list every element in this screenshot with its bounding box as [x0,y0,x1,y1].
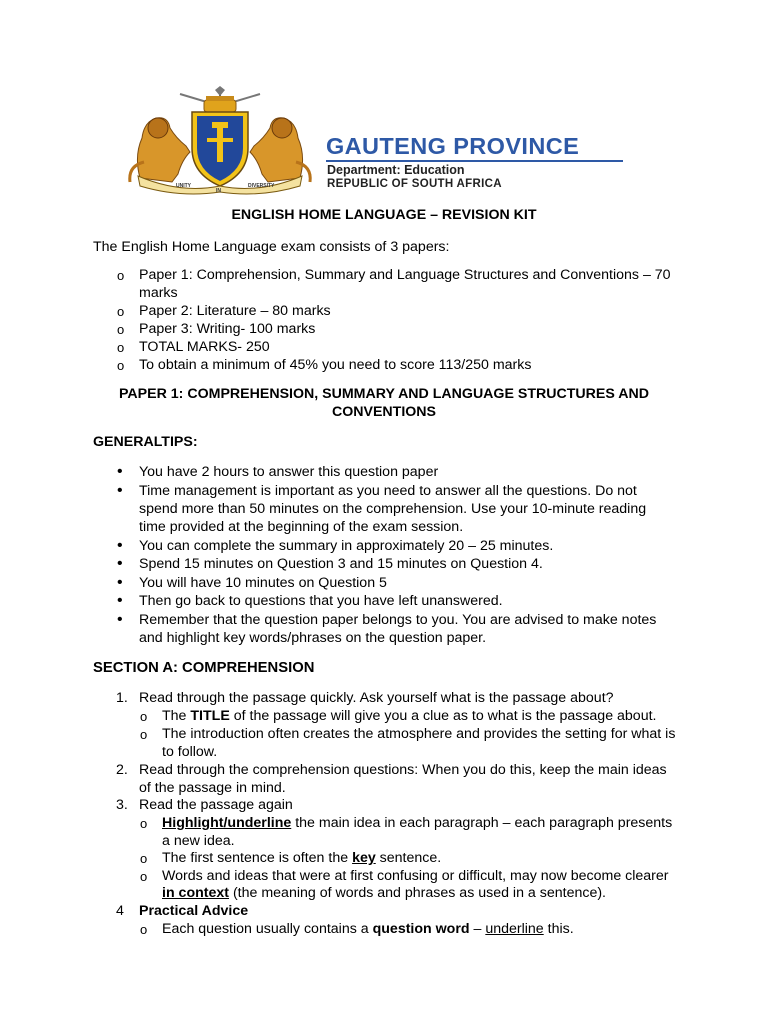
step-subitem: Words and ideas that were at first confusing or difficult, may now become clearer [162,868,669,884]
province-name: GAUTENG PROVINCE [326,133,580,159]
list-item: time provided at the beginning of the exam session. [139,519,464,535]
step-number: 4 [116,903,124,919]
step-subitem: in context (the meaning of words and phrases as used in a sentence). [162,885,606,901]
step-text: of the passage in mind. [139,780,286,796]
list-item: and highlight key words/phrases on the question paper. [139,630,487,646]
list-item: Paper 1: Comprehension, Summary and Language Structures and Conventions – 70 [139,267,671,283]
list-marker: o [117,304,125,319]
list-item: Spend 15 minutes on Question 3 and 15 minutes on Question 4. [139,556,543,572]
section-a-heading: SECTION A: COMPREHENSION [93,660,315,676]
step-text: Read the passage again [139,797,293,813]
list-item: Paper 3: Writing- 100 marks [139,321,316,337]
list-marker: o [140,851,148,866]
list-item: Then go back to questions that you have left unanswered. [139,593,503,609]
svg-text:DIVERSITY: DIVERSITY [248,183,275,189]
paper1-heading: CONVENTIONS [331,404,437,420]
document-title: ENGLISH HOME LANGUAGE – REVISION KIT [231,207,537,223]
list-marker: • [117,611,123,628]
list-marker: • [117,555,123,572]
list-marker: o [117,268,125,283]
list-item: spend more than 50 minutes on the comprehension. Use your 10-minute reading [139,501,647,517]
list-item: You will have 10 minutes on Question 5 [139,575,387,591]
list-item: You can complete the summary in approximately 20 – 25 minutes. [139,538,554,554]
general-tips-heading: GENERALTIPS: [93,434,198,450]
country-name: REPUBLIC OF SOUTH AFRICA [327,178,502,190]
step-text: Read through the passage quickly. Ask yourself what is the passage about? [139,690,614,706]
step-subitem: a new idea. [162,833,235,849]
list-marker: o [140,869,148,884]
intro-text: The English Home Language exam consists of 3 papers: [93,239,450,255]
list-item: TOTAL MARKS- 250 [139,339,270,355]
step-number: 3. [116,797,128,813]
step-subitem: Each question usually contains a question word – underline this. [162,921,574,937]
step-subitem: to follow. [162,744,218,760]
list-item: You have 2 hours to answer this question paper [139,464,439,480]
list-marker: o [117,322,125,337]
list-item: Remember that the question paper belongs to you. You are advised to make notes [139,612,657,628]
list-item: marks [139,285,178,301]
list-marker: o [140,727,148,742]
list-item: To obtain a minimum of 45% you need to score 113/250 marks [139,357,532,373]
step-subitem: The first sentence is often the key sentence. [162,850,442,866]
header-divider [326,160,623,162]
list-item: Paper 2: Literature – 80 marks [139,303,331,319]
list-marker: • [117,463,123,480]
list-marker: • [117,574,123,591]
coat-of-arms-icon [120,86,320,198]
step-subitem: The TITLE of the passage will give you a clue as to what is the passage about. [162,708,657,724]
department-name: Department: Education [327,163,465,177]
step-text: Practical Advice [139,903,249,919]
list-marker: • [117,482,123,499]
step-subitem: Highlight/underline the main idea in each paragraph – each paragraph presents [162,815,673,831]
svg-text:IN: IN [216,188,221,194]
list-marker: o [140,816,148,831]
list-marker: • [117,592,123,609]
list-marker: o [140,709,148,724]
list-marker: o [117,340,125,355]
step-number: 2. [116,762,128,778]
step-subitem: The introduction often creates the atmosphere and provides the setting for what is [162,726,676,742]
step-number: 1. [116,690,128,706]
list-item: Time management is important as you need to answer all the questions. Do not [139,483,637,499]
svg-text:UNITY: UNITY [176,183,191,189]
step-text: Read through the comprehension questions: When you do this, keep the main ideas [139,762,667,778]
list-marker: o [117,358,125,373]
list-marker: o [140,922,148,937]
list-marker: • [117,537,123,554]
paper1-heading: PAPER 1: COMPREHENSION, SUMMARY AND LANGUAGE STRUCTURES AND [119,386,649,402]
